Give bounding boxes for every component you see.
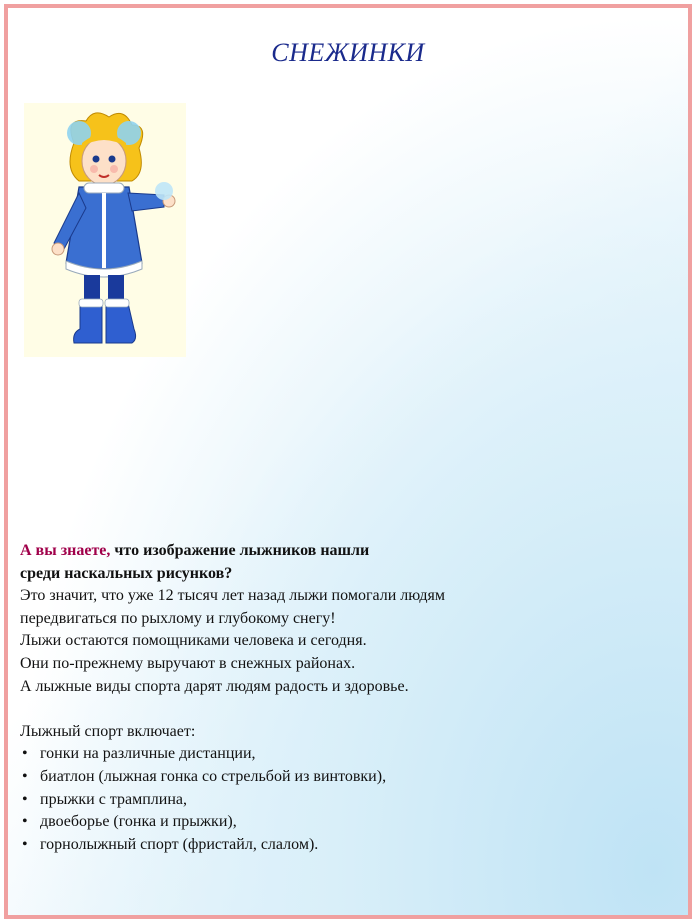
paragraph-line: Они по-прежнему выручают в снежных районах. <box>20 654 356 672</box>
list-item: • горнолыжный спорт (фристайл, слалом). <box>20 834 660 857</box>
paragraph-line: Лыжи остаются помощниками человека и сегодня. <box>20 632 367 650</box>
page-frame <box>4 4 692 919</box>
intro-line-1 <box>20 540 660 563</box>
intro-rest: что изображение лыжников нашли <box>110 542 370 559</box>
intro-line-2: среди наскальных рисунков? <box>20 564 233 582</box>
list-item: • биатлон (лыжная гонка со стрельбой из винтовки), <box>20 766 660 789</box>
paragraph-line: передвигаться по рыхлому и глубокому снегу! <box>20 609 336 627</box>
article-text <box>20 540 660 856</box>
page-title: СНЕЖИНКИ <box>271 38 425 67</box>
sports-list <box>20 743 660 856</box>
paragraph-line: Это значит, что уже 12 тысяч лет назад лыжи помогали людям <box>20 587 446 605</box>
list-item: • двоеборье (гонка и прыжки), <box>20 811 660 834</box>
list-item: • гонки на различные дистанции, <box>20 743 660 766</box>
paragraph-line: А лыжные виды спорта дарят людям радость и здоровье. <box>20 677 409 695</box>
snow-girl-illustration <box>24 103 186 357</box>
intro-accent: А вы знаете, <box>20 542 111 559</box>
list-item: • прыжки с трамплина, <box>20 789 660 812</box>
list-heading: Лыжный спорт включает: <box>20 722 196 740</box>
